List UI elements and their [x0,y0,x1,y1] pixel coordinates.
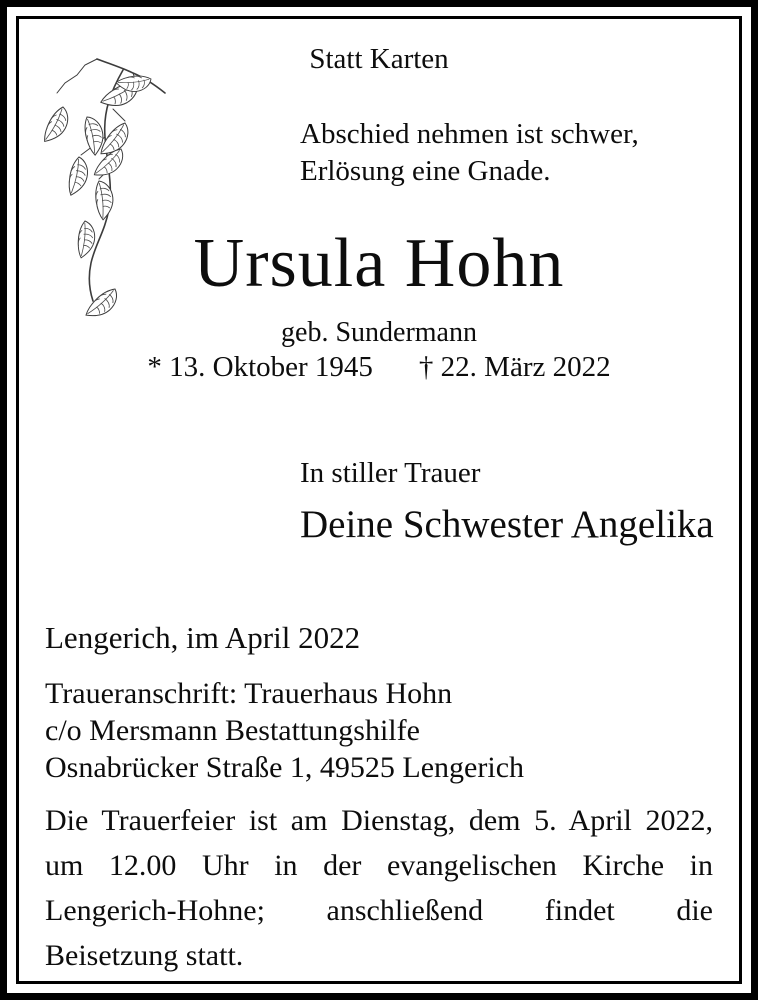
death-date: † 22. März 2022 [418,351,611,383]
pre-header: Statt Karten [309,43,449,75]
funeral-line-2: um 12.00 Uhr in der evangelischen Kirche in [45,849,713,882]
life-dates [19,350,739,385]
verse-line-2: Erlösung eine Gnade. [300,155,551,187]
inner-border-frame [16,16,742,984]
birth-date: * 13. Oktober 1945 [147,351,373,383]
funeral-line-4: Beisetzung statt. [45,939,244,972]
address-line-3: Osnabrücker Straße 1, 49525 Lengerich [45,751,525,784]
maiden-name: geb. Sundermann [281,317,477,348]
mourner-name: Deine Schwester Angelika [300,503,714,546]
birch-branch-illustration [33,49,183,344]
address-line-1: Traueranschrift: Trauerhaus Hohn [45,677,453,710]
mourning-intro: In stiller Trauer [300,457,481,489]
memorial-verse [300,116,639,190]
verse-line-1: Abschied nehmen ist schwer, [300,118,639,150]
funeral-info-block [45,798,713,978]
funeral-line-3: Lengerich-Hohne; anschließend findet die [45,894,713,927]
address-line-2: c/o Mersmann Bestattungshilfe [45,714,420,747]
mourning-address-block [45,675,524,786]
birch-branch-sketch-svg [33,49,183,344]
funeral-line-1: Die Trauerfeier ist am Dienstag, dem 5. April 2022, [45,804,713,837]
place-and-date: Lengerich, im April 2022 [45,620,361,655]
deceased-name: Ursula Hohn [193,225,565,302]
